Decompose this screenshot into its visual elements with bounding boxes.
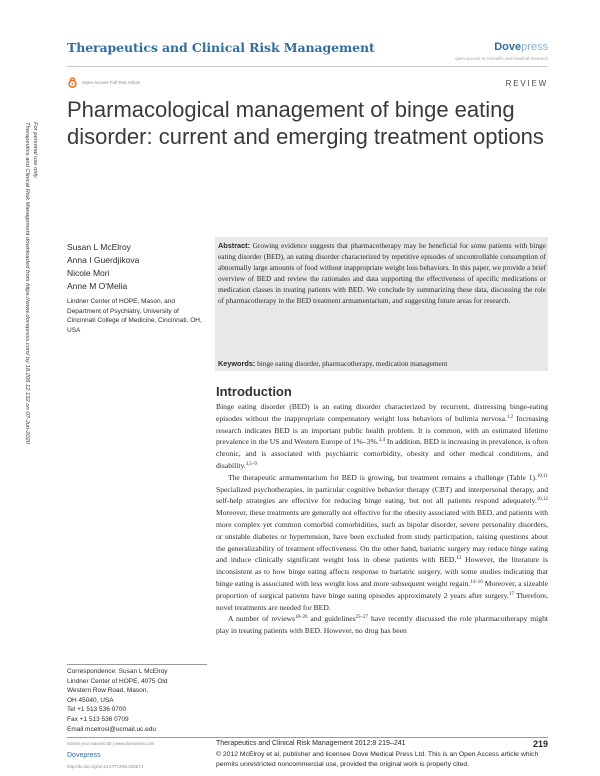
paragraph: Binge eating disorder (BED) is an eating disorder characterized by recurrent, distressing binge-eating episodes without the inappropriate compensatory weight loss behaviors of bulimia nervosa.$^{1,2}$ Increasing research indicates BED is an important public health problem. It is common, with an estimated lifetime prevalence in the US and Western Europe of 1%–3%.$^{3,4}$ In addition, BED is increasing in prevalence, is often chronic, and is associated with psychiatric comorbidity, obesity and other medical conditions, and disability.$^{3,5-9}$ — [216, 402, 548, 470]
author-name: Nicole Mori — [67, 268, 110, 278]
open-access-icon — [67, 77, 78, 88]
author-name: Anna I Guerdjikova — [67, 255, 140, 265]
license-text: © 2012 McElroy et al, publisher and licensee Dove Medical Press Ltd. This is an Open Access article which permits unrestricted noncommercial use, provided the original work is properly cited. — [216, 751, 539, 768]
page-number: 219 — [532, 739, 548, 749]
publisher-tagline: open access to scientific and medical research — [454, 56, 548, 61]
keywords — [218, 358, 546, 369]
paragraph: The therapeutic armamentarium for BED is growing, but treatment remains a challenge (Table 1).$^{10,11}$ Specialized psychotherapies, in particular cognitive behavior therapy (CBT) and interpersonal therapy, and self-help strategies are effective for reducing binge eating, but not all patients respond adequately.$^{10,12}$ Moreover, these treatments are generally not effective for the obesity associated with BED, and patients with more complex yet common comorbid comorbidities, such as bipolar disorder, severe personality disorders, or unstable diabetes or hypertension, have been excluded from study participation, raising questions about the generalizability of treatment effectiveness. On the other hand, bariatric surgery may reduce binge eating and induce clinically significant weight loss in obese patients with BED.$^{13}$ However, the literature is inconsistent as to how binge eating affects response to bariatric surgery, with some studies indicating that binge eating is associated with less weight loss and more subsequent weight regain.$^{14-16}$ Moreover, a sizeable proportion of surgical patients have binge eating episodes approximately 2 years after surgery.$^{17}$ Therefore, novel treatments are needed for BED. — [216, 472, 549, 612]
section-heading: Introduction — [216, 384, 292, 399]
correspondence-divider — [67, 664, 207, 665]
author-name: Susan L McElroy — [67, 242, 131, 252]
body-text — [216, 401, 548, 637]
watermark-line-1: Therapeutics and Clinical Risk Management downloaded from https://www.dovepress.com/ by 18.206.12.132 on 07-Jun-2020 — [24, 122, 30, 444]
article-type: REVIEW — [505, 79, 548, 88]
keywords-text: binge eating disorder, pharmacotherapy, medication management — [255, 359, 448, 368]
correspondence: Correspondence: Susan L McElroy Lindner Center of HOPE, 4075 Old Western Row Road, Mason, OH 45040, USA Tel +1 513 536 0700 Fax +1 513 536 0709 Email mcelrosl@ucmail.uc.edu — [67, 667, 207, 734]
download-watermark — [4, 122, 44, 682]
doi-link[interactable]: http://dx.doi.org/10.2147/TCRM.S36574 — [67, 764, 143, 769]
watermark-line-2: For personal use only. — [32, 122, 38, 179]
author-list — [67, 241, 139, 293]
submit-link[interactable]: submit your manuscript | www.dovepress.com — [67, 741, 155, 746]
citation: Therapeutics and Clinical Risk Management 2012:8 219–241 — [216, 740, 406, 747]
correspondence-email[interactable]: Email mcelrosl@ucmail.uc.edu — [67, 725, 156, 733]
journal-name: Therapeutics and Clinical Risk Management — [67, 40, 375, 55]
abstract-label: Abstract: — [218, 241, 251, 250]
abstract-text: Growing evidence suggests that pharmacotherapy may be beneficial for some patients with binge eating disorder (BED), an eating disorder characterized by repetitive episodes of uncontrollable consumption of abnormally large amounts of food without inappropriate weight loss behaviors. In this paper, we provide a brief overview of BED and review the rationales and data supporting the effectiveness of specific medications or medication classes in treating patients with BED. We conclude by summarizing these data, discussing the role of pharmacotherapy in the BED treatment armamentarium, and suggesting future areas for research. — [218, 241, 546, 305]
abstract — [218, 240, 546, 306]
footer-divider — [67, 737, 548, 738]
keywords-label: Keywords: — [218, 359, 256, 368]
publisher-logo: Dovepress — [494, 41, 548, 53]
header-divider — [67, 66, 548, 67]
author-name: Anne M O'Melia — [67, 281, 128, 291]
open-access-label: Open Access Full Text Article — [82, 80, 140, 85]
affiliation: Lindner Center of HOPE, Mason, and Department of Psychiatry, University of Cincinnati College of Medicine, Cincinnati, OH, USA — [67, 298, 202, 334]
footer-brand: Dovepress — [67, 752, 101, 759]
article-title: Pharmacological management of binge eating disorder: current and emerging treatment options — [67, 97, 544, 149]
paragraph: A number of reviews$^{18-26}$ and guidelines$^{25-27}$ have recently discussed the role pharmacotherapy might play in treating patients with BED. However, no drug has been — [216, 614, 548, 636]
